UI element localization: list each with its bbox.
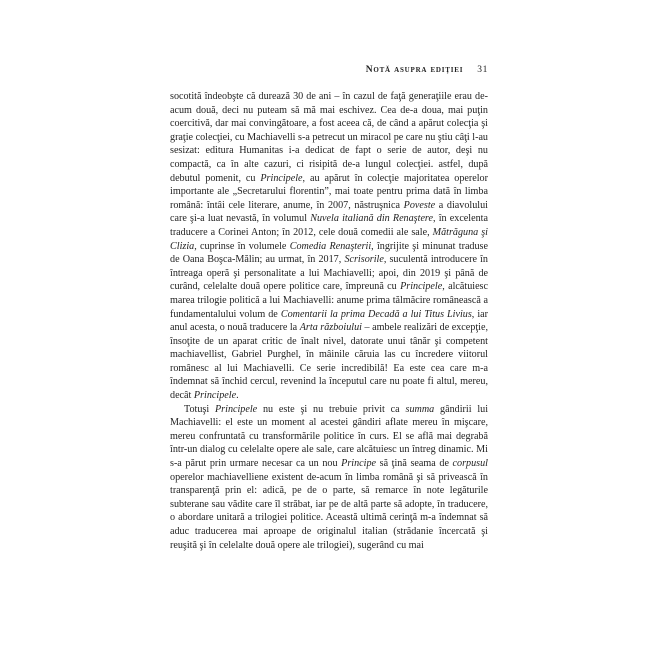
text-run: , iar anul acesta, o nouă traducere la — [170, 308, 488, 334]
text-run: , îngrijite şi minunat traduse de Oana Boşca-Mălin; au urmat, în 2017, — [170, 240, 488, 266]
text-run: . — [236, 390, 239, 402]
text-run: gândirii lui Machiavelli: el este un moment al acestei gândiri aflate mereu în mişcare, mereu confruntată cu transformările politice în curs. El se află mai degrabă într-un dialog cu celelalte opere ale sale, care alcătuiesc un întreg dinamic. Mi s-a părut prin urmare necesar ca un nou — [170, 403, 489, 470]
italic-text: Principe — [341, 458, 377, 470]
italic-text: Principele — [215, 403, 258, 415]
italic-text: corpusul — [452, 458, 488, 470]
text-run: Totuşi — [184, 403, 215, 415]
italic-text: Comentarii la prima Decadă a lui Titus Livius — [280, 308, 472, 320]
italic-text: Comedia Renaşterii — [289, 240, 372, 252]
italic-text: Arta războiului — [299, 322, 362, 334]
italic-text: Poveste — [403, 199, 436, 211]
text-run: , alcătuiesc marea trilogie politică a lui Machiavelli: anume prima tălmăcire românească a fundamentalului volum de — [170, 281, 488, 320]
text-run: , suculentă introducere în întreaga operă şi personalitate a lui Machiavelli; apoi, din 2019 şi până de curând, celelalte două opere politice care, împreună cu — [170, 254, 488, 293]
text-run: – ambele realizări de excepţie, însoţite de un aparat critic de înalt nivel, datorate unui tânăr şi competent machiavellist, Gabriel Purghel, în mâinile căruia las cu încredere viitorul românesc al lui Machiavelli. Ce serie incredibilă! Ea este cea care m-a îndemnat să închid cercul, revenind la începutul care nu poate fi altul, mereu, decât — [170, 322, 489, 402]
text-run: a diavolului care şi-a luat nevastă, în volumul — [170, 199, 488, 225]
page-number: 31 — [477, 65, 488, 75]
text-run: , în excelenta traducere a Corinei Anton; în 2012, cele două comedii ale sale, — [170, 213, 488, 238]
text-run: , cuprinse în volumele — [194, 240, 290, 252]
italic-text: Scrisorile — [344, 254, 384, 266]
italic-text: summa — [405, 403, 435, 415]
running-header — [170, 65, 488, 75]
paragraph — [170, 403, 488, 553]
running-title: Notă asupra ediţiei — [365, 65, 464, 75]
italic-text: Principele — [260, 172, 303, 184]
body-text — [170, 90, 488, 552]
italic-text: Nuvela italiană din Renaştere — [310, 213, 433, 225]
text-run: socotită îndeobşte că durează 30 de ani – în cazul de faţă generaţiile erau de-acum două, deci nu puteam să mă mai eschivez. Cea de-a doua, mai puţin coercitivă, dar mai convingătoare, a fost aceea că, de când a apărut colecţia şi graţie colecţiei, cu Machiavelli s-a petrecut un miracol pe care nu ştiu câţi l-au sesizat: editura Humanitas i-a dedicat de fapt o serie de autor, deşi nu compactă, ca în alte cazuri, ci risipită de-a lungul colecţiei. astfel, după debutul pomenit, cu — [170, 91, 488, 184]
paragraph — [170, 90, 488, 403]
text-run: operelor machiavelliene existent de-acum în limba română şi să privească în transparenţă prin el: adică, pe de o parte, să remarce în note legăturile subterane sau vădite care îl străbat, iar pe de altă parte să adopte, în traducere, o abordare unitară a trilogiei politice. Această ultimă cerinţă m-a îndemnat să aduc traducerea mai aproape de originalul italian (strădanie încercată şi reuşită şi în celelalte două opere ale trilogiei), sugerând cu mai — [170, 471, 488, 551]
text-run: , au apărut în colecţie majoritatea operelor importante ale „Secretarului florentin”, mai toate pentru prima dată în limba română: întâi cele literare, anume, în 2007, năstruşnica — [170, 172, 488, 211]
text-run: să ţină seama de — [376, 458, 453, 470]
italic-text: Principele — [193, 390, 237, 402]
italic-text: Principele — [400, 281, 443, 293]
italic-text: Mătrăguna şi Clizia — [170, 226, 488, 252]
text-run: nu este şi nu trebuie privit ca — [257, 403, 406, 415]
